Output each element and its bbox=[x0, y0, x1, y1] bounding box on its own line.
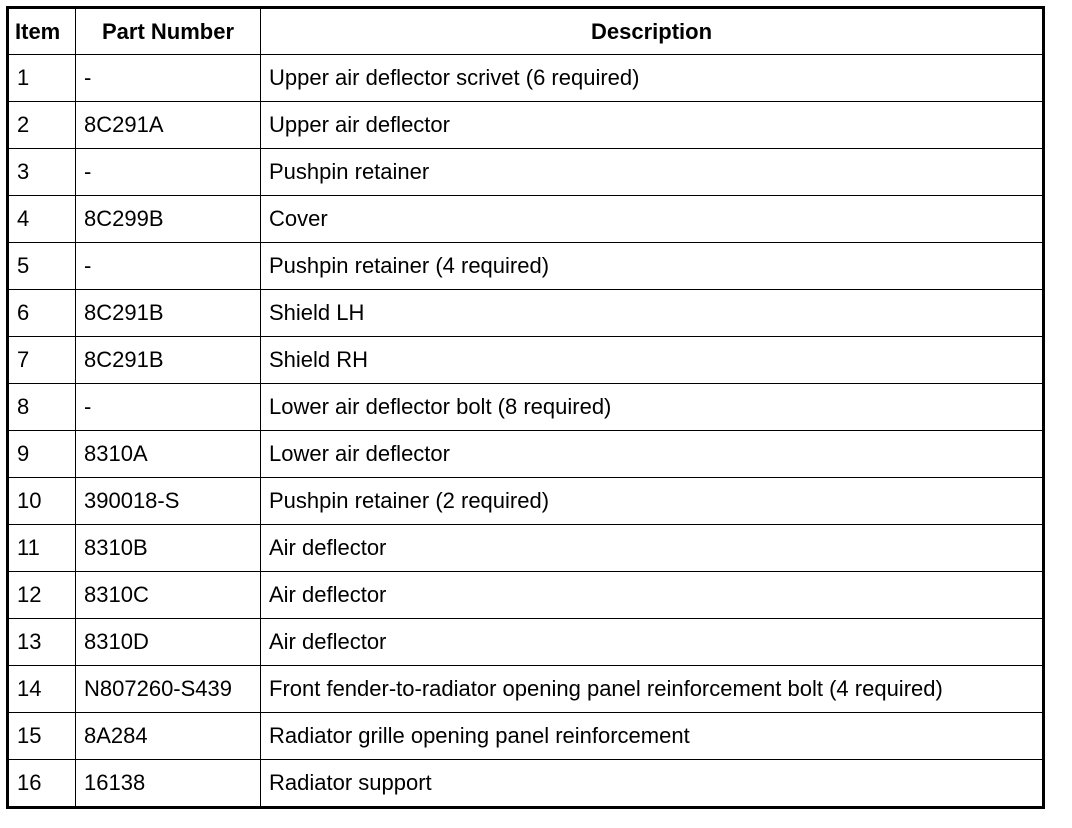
cell-item: 5 bbox=[8, 243, 76, 290]
cell-part-number: - bbox=[76, 243, 261, 290]
cell-description: Pushpin retainer (2 required) bbox=[261, 478, 1044, 525]
cell-description: Air deflector bbox=[261, 572, 1044, 619]
cell-item: 13 bbox=[8, 619, 76, 666]
table-row bbox=[8, 760, 1044, 808]
cell-description: Air deflector bbox=[261, 525, 1044, 572]
cell-part-number: - bbox=[76, 384, 261, 431]
table-row bbox=[8, 196, 1044, 243]
cell-description: Front fender-to-radiator opening panel reinforcement bolt (4 required) bbox=[261, 666, 1044, 713]
table-row bbox=[8, 384, 1044, 431]
cell-part-number: 8C291B bbox=[76, 337, 261, 384]
table-row bbox=[8, 337, 1044, 384]
table-row bbox=[8, 478, 1044, 525]
cell-part-number: 390018-S bbox=[76, 478, 261, 525]
cell-part-number: 8C291A bbox=[76, 102, 261, 149]
cell-part-number: 8C291B bbox=[76, 290, 261, 337]
cell-part-number: 8A284 bbox=[76, 713, 261, 760]
cell-part-number: 8310A bbox=[76, 431, 261, 478]
cell-description: Pushpin retainer bbox=[261, 149, 1044, 196]
cell-description: Radiator grille opening panel reinforcement bbox=[261, 713, 1044, 760]
cell-description: Upper air deflector bbox=[261, 102, 1044, 149]
table-row bbox=[8, 572, 1044, 619]
cell-item: 10 bbox=[8, 478, 76, 525]
cell-description: Lower air deflector bolt (8 required) bbox=[261, 384, 1044, 431]
table-header bbox=[8, 8, 1044, 55]
header-description: Description bbox=[261, 8, 1044, 55]
cell-description: Radiator support bbox=[261, 760, 1044, 808]
cell-description: Upper air deflector scrivet (6 required) bbox=[261, 55, 1044, 102]
header-row bbox=[8, 8, 1044, 55]
table-row bbox=[8, 666, 1044, 713]
cell-item: 12 bbox=[8, 572, 76, 619]
parts-table bbox=[6, 6, 1045, 809]
cell-part-number: - bbox=[76, 149, 261, 196]
cell-description: Shield RH bbox=[261, 337, 1044, 384]
cell-item: 15 bbox=[8, 713, 76, 760]
cell-description: Shield LH bbox=[261, 290, 1044, 337]
table-row bbox=[8, 619, 1044, 666]
header-part-number: Part Number bbox=[76, 8, 261, 55]
cell-part-number: 8310B bbox=[76, 525, 261, 572]
cell-part-number: 8310C bbox=[76, 572, 261, 619]
cell-part-number: 16138 bbox=[76, 760, 261, 808]
cell-description: Cover bbox=[261, 196, 1044, 243]
cell-description: Air deflector bbox=[261, 619, 1044, 666]
cell-item: 3 bbox=[8, 149, 76, 196]
cell-part-number: 8310D bbox=[76, 619, 261, 666]
table-row bbox=[8, 525, 1044, 572]
table-row bbox=[8, 102, 1044, 149]
table-row bbox=[8, 431, 1044, 478]
cell-item: 6 bbox=[8, 290, 76, 337]
cell-item: 7 bbox=[8, 337, 76, 384]
cell-description: Pushpin retainer (4 required) bbox=[261, 243, 1044, 290]
cell-part-number: N807260-S439 bbox=[76, 666, 261, 713]
cell-part-number: - bbox=[76, 55, 261, 102]
table-row bbox=[8, 243, 1044, 290]
cell-description: Lower air deflector bbox=[261, 431, 1044, 478]
cell-item: 2 bbox=[8, 102, 76, 149]
cell-item: 4 bbox=[8, 196, 76, 243]
table-body bbox=[8, 55, 1044, 808]
cell-item: 16 bbox=[8, 760, 76, 808]
table-row bbox=[8, 55, 1044, 102]
cell-item: 9 bbox=[8, 431, 76, 478]
cell-item: 14 bbox=[8, 666, 76, 713]
cell-item: 8 bbox=[8, 384, 76, 431]
table-row bbox=[8, 713, 1044, 760]
table-row bbox=[8, 149, 1044, 196]
header-item: Item bbox=[8, 8, 76, 55]
cell-item: 11 bbox=[8, 525, 76, 572]
table-row bbox=[8, 290, 1044, 337]
cell-item: 1 bbox=[8, 55, 76, 102]
cell-part-number: 8C299B bbox=[76, 196, 261, 243]
